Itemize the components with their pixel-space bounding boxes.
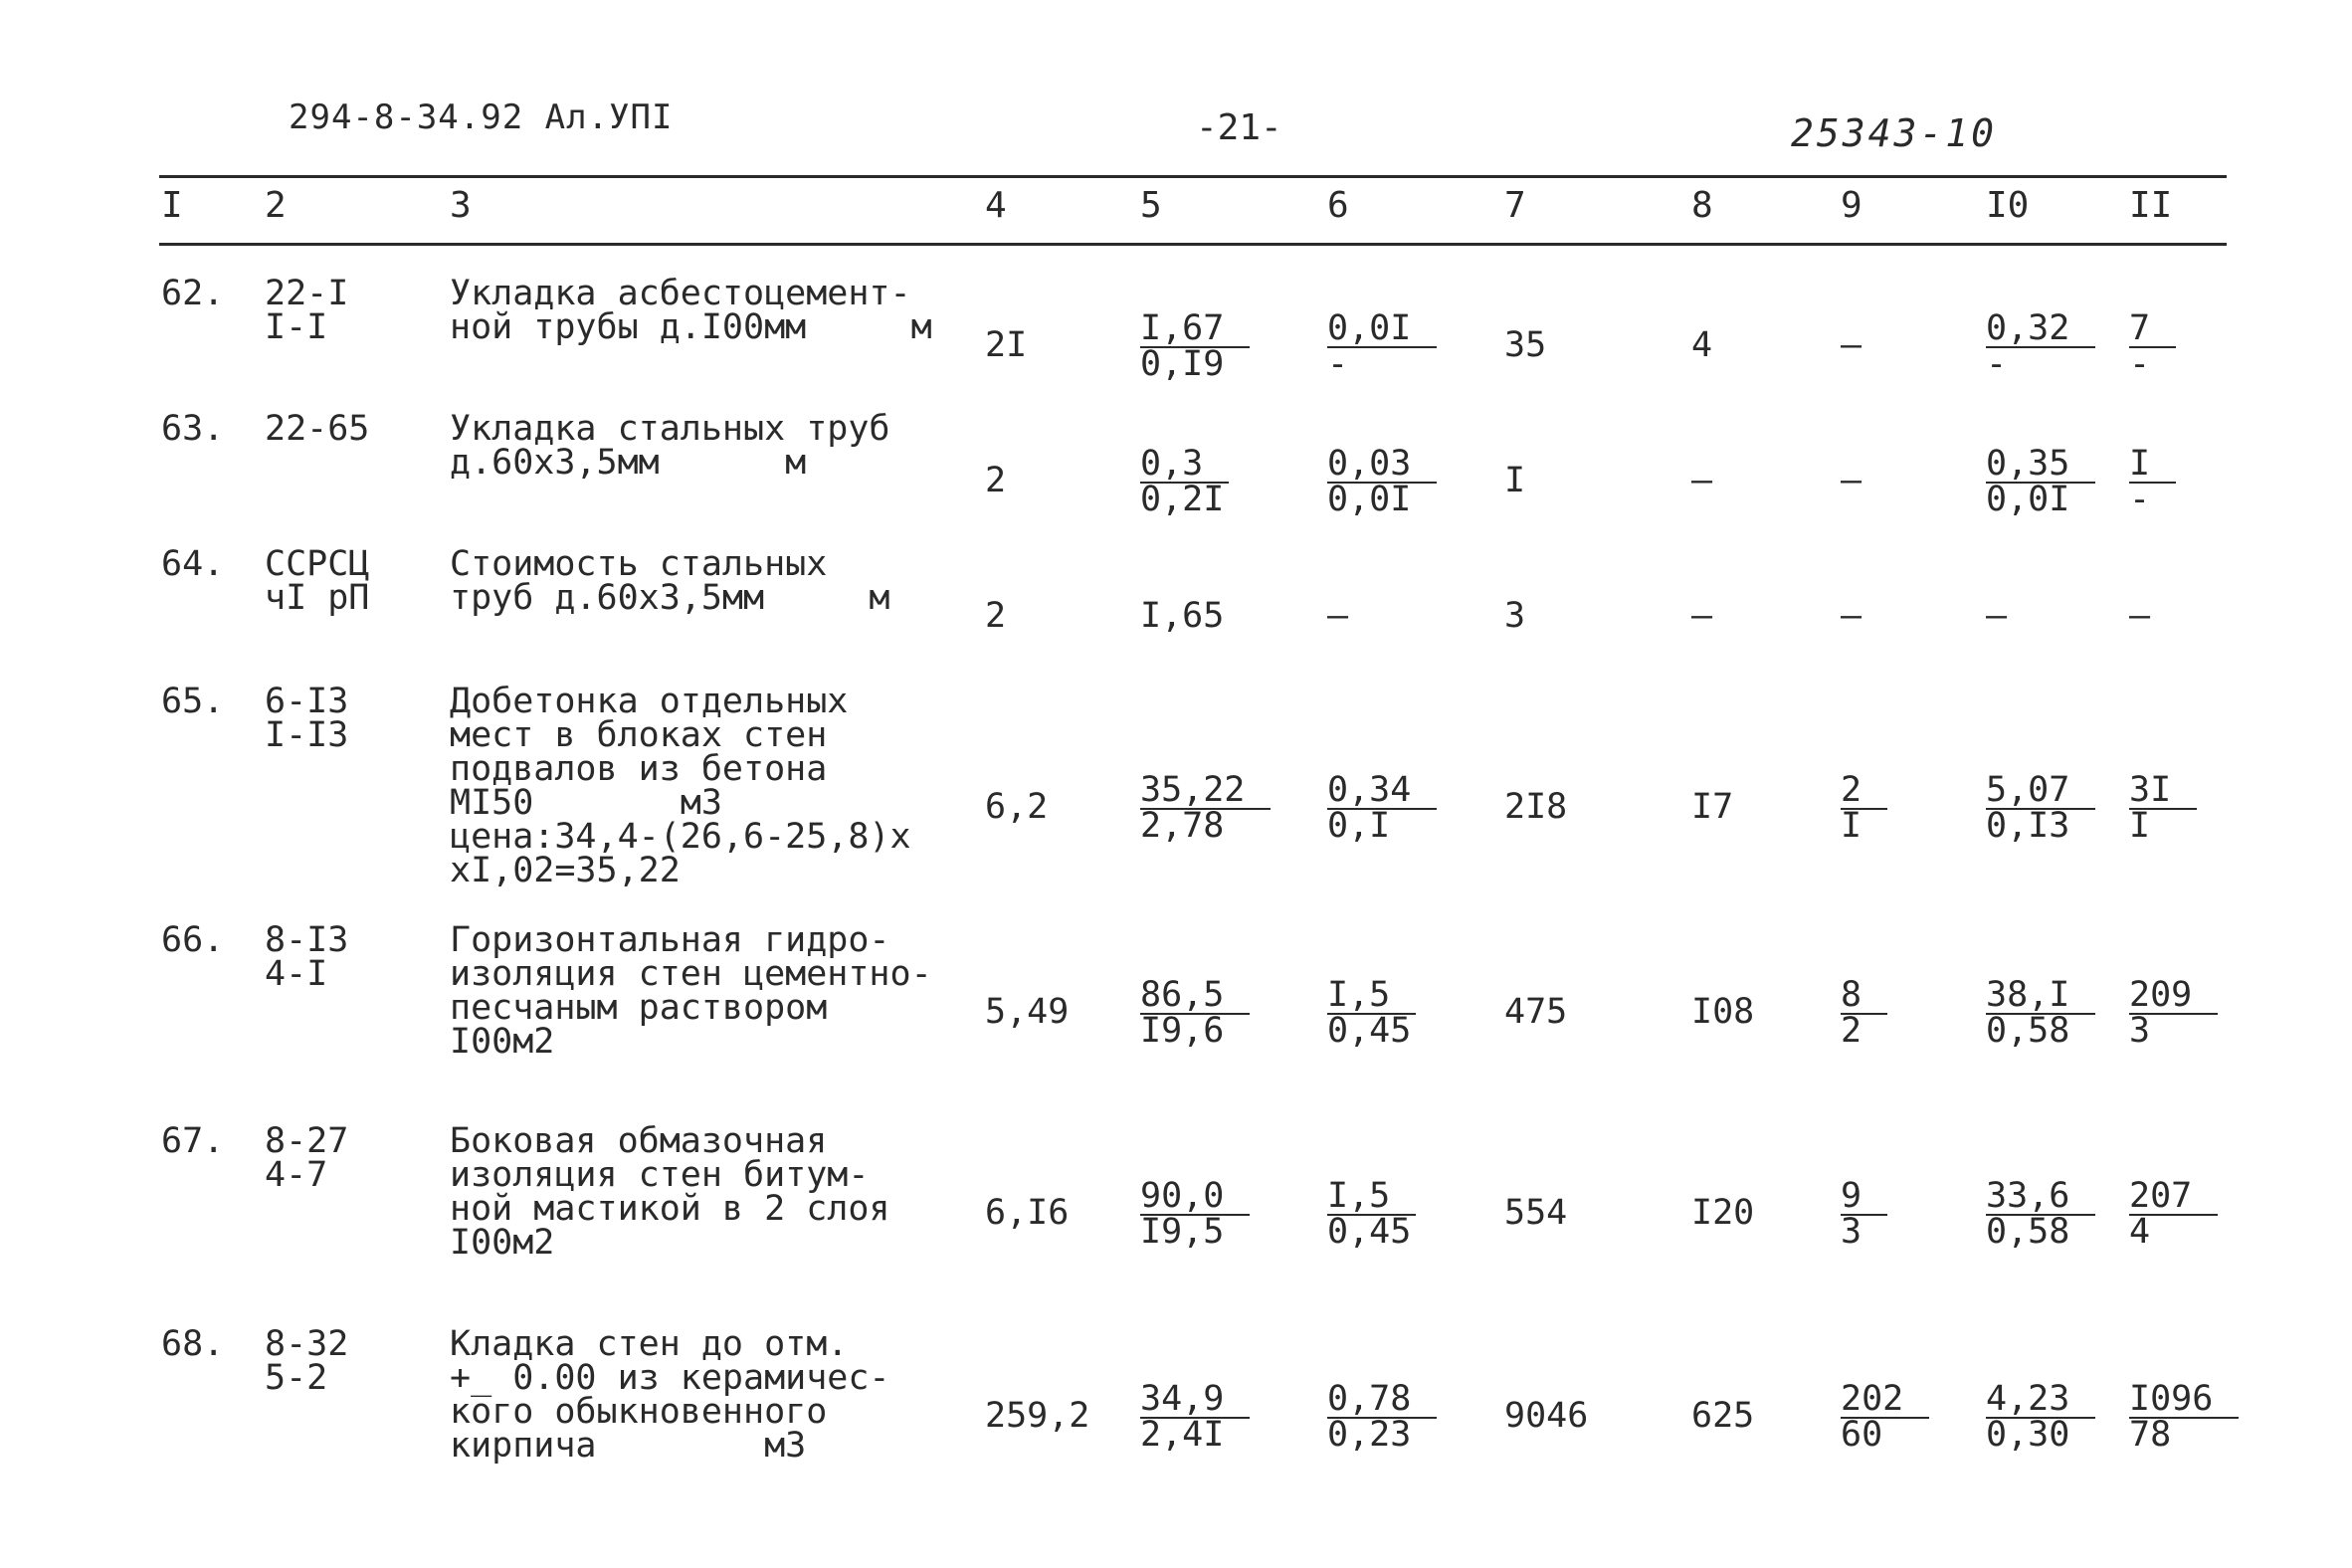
quantity: 6,I6 [985,1193,1070,1233]
row-number: 66. [161,920,225,960]
labor-unit-numerator: 5,07 [1986,774,2095,810]
total-cost: 3 [1504,596,1526,636]
unit-cost-numerator: 90,0 [1140,1180,1250,1216]
work-description: Укладка стальных труб [450,409,890,449]
work-description: Стоимость стальных [450,544,828,584]
labor-unit [1986,975,2095,1051]
labor-unit-denominator: 0,58 [1986,1212,2070,1252]
labor-total-numerator: 3I [2129,774,2197,810]
labor-total-numerator: I096 [2129,1383,2239,1419]
unit-cost-denominator: 2,4I [1140,1415,1225,1455]
norm-code: I-I [265,307,328,347]
unit-cost-numerator: 0,3 [1140,448,1229,484]
labor-unit-numerator: 38,I [1986,979,2095,1015]
labor-total [2129,770,2197,846]
labor-total-denominator: - [2129,480,2151,519]
labor-unit-numerator: 0,35 [1986,448,2095,484]
operation-cost-numerator: 9 [1841,1180,1887,1216]
quantity: 6,2 [985,787,1049,827]
work-description: изоляция стен цементно- [450,954,932,994]
operation-cost [1841,770,1887,846]
row-number: 67. [161,1121,225,1161]
labor-total [2129,1176,2218,1252]
norm-code: 8-I3 [265,920,349,960]
column-header-9: 9 [1841,185,1862,226]
operation-cost: – [1841,325,1862,365]
total-cost: 9046 [1504,1396,1589,1436]
operation-cost-denominator: 3 [1841,1212,1862,1252]
work-description: I00м2 [450,1022,555,1062]
work-description: Кладка стен до отм. [450,1324,849,1364]
norm-code: 8-27 [265,1121,349,1161]
work-description: Добетонка отдельных [450,682,849,721]
operation-cost [1841,1176,1887,1252]
wage-cost: I20 [1691,1193,1755,1233]
norm-code: 6-I3 [265,682,349,721]
work-description: кого обыкновенного [450,1392,828,1432]
unit-cost [1140,770,1271,846]
column-header-2: 2 [265,185,287,226]
labor-unit-denominator: 0,I3 [1986,806,2070,846]
machine-cost-denominator: 0,45 [1327,1212,1412,1252]
labor-total-denominator: 4 [2129,1212,2151,1252]
norm-code: 8-32 [265,1324,349,1364]
total-cost: I [1504,461,1526,500]
labor-unit-numerator: 4,23 [1986,1383,2095,1419]
labor-unit [1986,1379,2095,1455]
unit-cost-numerator: I,67 [1140,312,1250,348]
row-number: 65. [161,682,225,721]
machine-cost [1327,444,1437,519]
document-code: 294-8-34.92 Ал.УПI [289,98,674,137]
wage-cost: I7 [1691,787,1734,827]
machine-cost [1327,975,1416,1051]
unit-cost-denominator: 0,2I [1140,480,1225,519]
labor-unit-denominator: 0,0I [1986,480,2070,519]
work-description: изоляция стен битум- [450,1155,870,1195]
work-description: д.60х3,5мм м [450,443,807,483]
column-header-1: I [161,185,183,226]
machine-cost-numerator: I,5 [1327,1180,1416,1216]
page-number: -21- [1196,107,1282,148]
unit-cost-denominator: 0,I9 [1140,344,1225,384]
machine-cost-numerator: 0,03 [1327,448,1437,484]
machine-cost [1327,308,1437,384]
unit-cost: I,65 [1140,596,1225,636]
labor-total-numerator: 207 [2129,1180,2218,1216]
unit-cost [1140,308,1250,384]
work-description: хI,02=35,22 [450,851,681,890]
total-cost: 35 [1504,325,1547,365]
work-description: ной мастикой в 2 слоя [450,1189,890,1229]
machine-cost-denominator: 0,I [1327,806,1391,846]
labor-unit: – [1986,596,2008,636]
column-header-10: I0 [1986,185,2030,226]
column-header-6: 6 [1327,185,1349,226]
machine-cost-denominator: 0,23 [1327,1415,1412,1455]
unit-cost-denominator: I9,6 [1140,1011,1225,1051]
norm-code: 4-7 [265,1155,328,1195]
labor-total-denominator: I [2129,806,2151,846]
labor-total-denominator: 78 [2129,1415,2172,1455]
operation-cost-denominator: 60 [1841,1415,1883,1455]
work-description: мест в блоках стен [450,715,828,755]
inventory-number: 25343-10 [1791,111,1998,155]
unit-cost [1140,444,1229,519]
quantity: 2 [985,596,1007,636]
norm-code: 5-2 [265,1358,328,1398]
wage-cost: – [1691,596,1713,636]
quantity: 2I [985,325,1028,365]
work-description: +_ 0.00 из керамичес- [450,1358,890,1398]
labor-total-numerator: 7 [2129,312,2176,348]
unit-cost-numerator: 35,22 [1140,774,1271,810]
work-description: Боковая обмазочная [450,1121,828,1161]
labor-unit [1986,308,2095,384]
wage-cost: – [1691,461,1713,500]
operation-cost-numerator: 202 [1841,1383,1929,1419]
row-number: 64. [161,544,225,584]
machine-cost-denominator: - [1327,344,1349,384]
operation-cost: – [1841,461,1862,500]
column-header-5: 5 [1140,185,1162,226]
wage-cost: I08 [1691,992,1755,1032]
row-number: 68. [161,1324,225,1364]
column-header-3: 3 [450,185,472,226]
work-description: Укладка асбестоцемент- [450,274,911,313]
row-number: 63. [161,409,225,449]
labor-total [2129,1379,2239,1455]
labor-unit-denominator: 0,30 [1986,1415,2070,1455]
work-description: Горизонтальная гидро- [450,920,890,960]
machine-cost [1327,770,1437,846]
labor-total [2129,308,2176,384]
total-cost: 2I8 [1504,787,1568,827]
operation-cost [1841,1379,1929,1455]
norm-code: 22-I [265,274,349,313]
machine-cost-numerator: 0,0I [1327,312,1437,348]
labor-unit-numerator: 0,32 [1986,312,2095,348]
machine-cost-denominator: 0,45 [1327,1011,1412,1051]
wage-cost: 625 [1691,1396,1755,1436]
unit-cost [1140,975,1250,1051]
unit-cost-denominator: I9,5 [1140,1212,1225,1252]
column-header-4: 4 [985,185,1007,226]
labor-unit-numerator: 33,6 [1986,1180,2095,1216]
labor-total [2129,444,2176,519]
labor-unit [1986,770,2095,846]
work-description: МI50 м3 [450,783,722,823]
operation-cost [1841,975,1887,1051]
row-number: 62. [161,274,225,313]
norm-code: чI рП [265,578,370,618]
work-description: цена:34,4-(26,6-25,8)х [450,817,911,857]
labor-total-denominator: - [2129,344,2151,384]
machine-cost-denominator: 0,0I [1327,480,1412,519]
norm-code: I-I3 [265,715,349,755]
work-description: ной трубы д.I00мм м [450,307,932,347]
operation-cost-denominator: I [1841,806,1862,846]
work-description: песчаным раствором [450,988,828,1028]
labor-total-denominator: 3 [2129,1011,2151,1051]
norm-code: ССРСЦ [265,544,370,584]
norm-code: 22-65 [265,409,370,449]
labor-total-numerator: 209 [2129,979,2218,1015]
work-description: кирпича м3 [450,1426,807,1466]
operation-cost-numerator: 8 [1841,979,1887,1015]
total-cost: 475 [1504,992,1568,1032]
machine-cost-numerator: 0,34 [1327,774,1437,810]
operation-cost-numerator: 2 [1841,774,1887,810]
machine-cost-numerator: I,5 [1327,979,1416,1015]
operation-cost-denominator: 2 [1841,1011,1862,1051]
total-cost: 554 [1504,1193,1568,1233]
labor-total: – [2129,596,2151,636]
operation-cost: – [1841,596,1862,636]
labor-unit [1986,1176,2095,1252]
machine-cost [1327,1176,1416,1252]
quantity: 259,2 [985,1396,1090,1436]
unit-cost [1140,1379,1250,1455]
wage-cost: 4 [1691,325,1713,365]
labor-unit [1986,444,2095,519]
labor-total-numerator: I [2129,448,2176,484]
column-header-8: 8 [1691,185,1713,226]
table-header-rule [159,243,2227,246]
unit-cost-denominator: 2,78 [1140,806,1225,846]
machine-cost-numerator: 0,78 [1327,1383,1437,1419]
work-description: I00м2 [450,1223,555,1263]
table-top-rule [159,175,2227,178]
labor-total [2129,975,2218,1051]
quantity: 5,49 [985,992,1070,1032]
work-description: труб д.60х3,5мм м [450,578,890,618]
machine-cost [1327,1379,1437,1455]
unit-cost [1140,1176,1250,1252]
norm-code: 4-I [265,954,328,994]
column-header-7: 7 [1504,185,1526,226]
unit-cost-numerator: 34,9 [1140,1383,1250,1419]
labor-unit-denominator: 0,58 [1986,1011,2070,1051]
machine-cost: – [1327,596,1349,636]
work-description: подвалов из бетона [450,749,828,789]
labor-unit-denominator: - [1986,344,2008,384]
unit-cost-numerator: 86,5 [1140,979,1250,1015]
column-header-11: II [2129,185,2173,226]
quantity: 2 [985,461,1007,500]
